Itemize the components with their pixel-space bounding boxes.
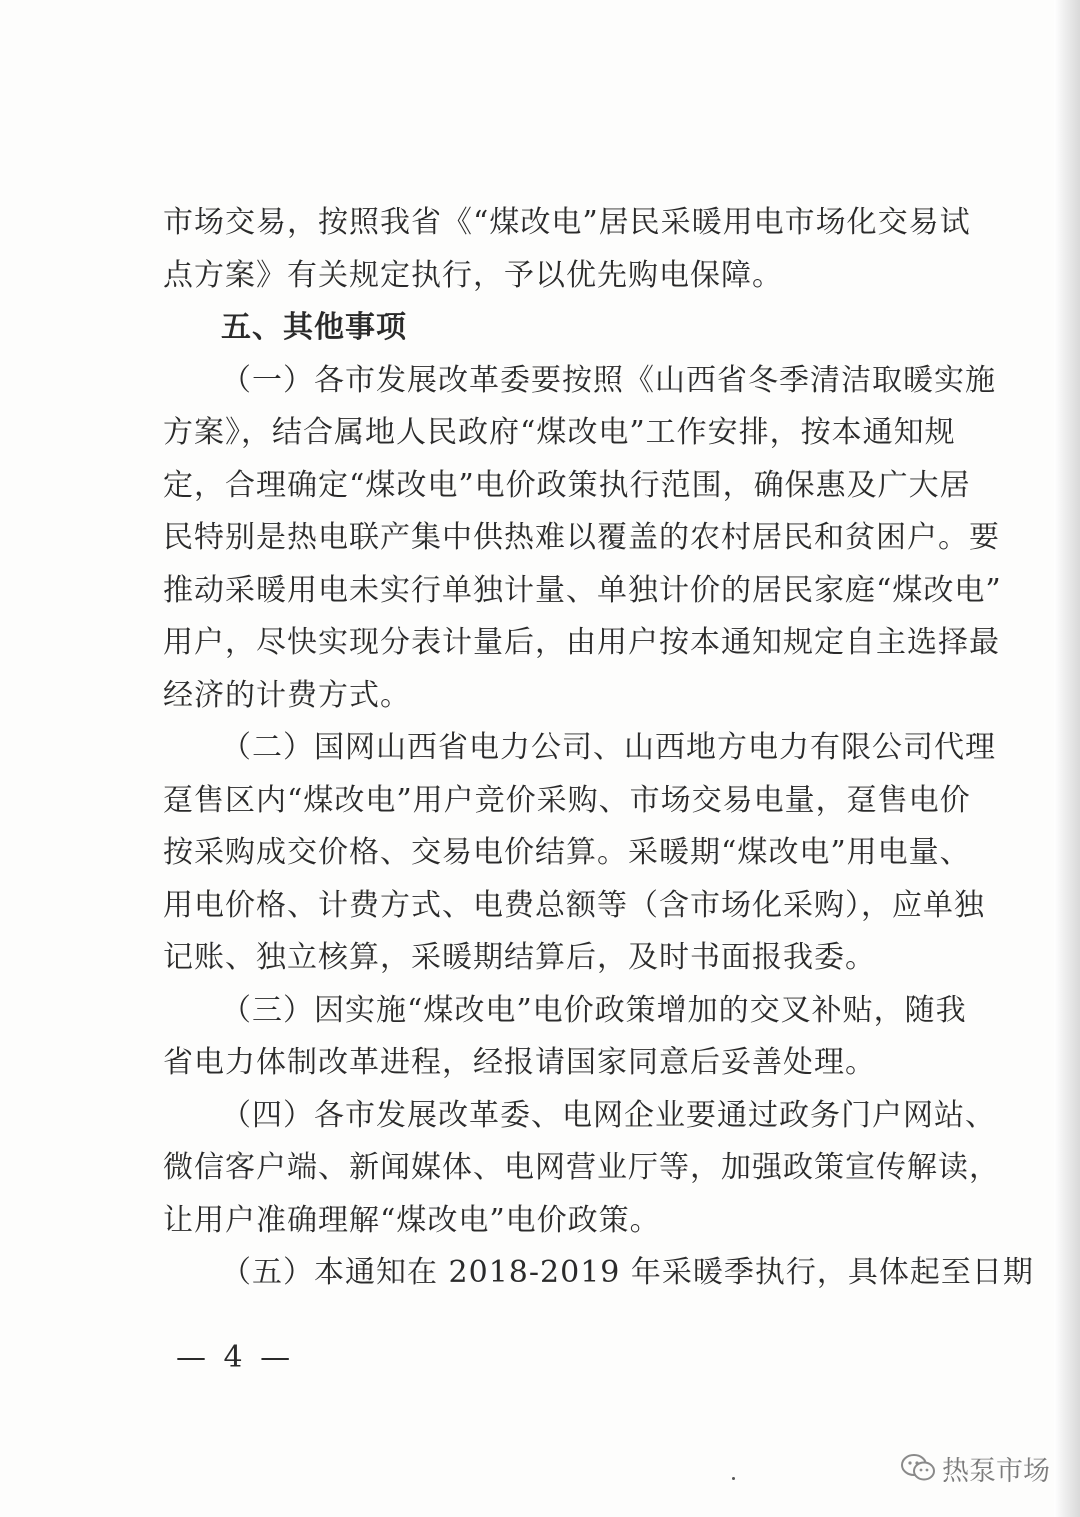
body-text-line: 记账、独立核算，采暖期结算后，及时书面报我委。: [163, 940, 876, 975]
body-text-line: 按采购成交价格、交易电价结算。采暖期“煤改电”用电量、: [163, 835, 971, 870]
watermark: [900, 1448, 1050, 1488]
body-text-line: 点方案》有关规定执行，予以优先购电保障。: [163, 257, 783, 293]
body-text-line: （三）因实施“煤改电”电价政策增加的交叉补贴，随我: [221, 992, 967, 1028]
body-text-line: （一）各市发展改革委要按照《山西省冬季清洁取暖实施: [221, 362, 996, 398]
body-text-line: 定，合理确定“煤改电”电价政策执行范围，确保惠及广大居: [163, 467, 971, 503]
body-text-line: （五）本通知在 2018-2019 年采暖季执行，具体起至日期: [221, 1255, 1034, 1290]
body-text-line: 让用户准确理解“煤改电”电价政策。: [163, 1202, 661, 1238]
body-text-line: （二）国网山西省电力公司、山西地方电力有限公司代理: [221, 730, 996, 765]
body-text-line: 市场交易，按照我省《“煤改电”居民采暖用电市场化交易试: [163, 205, 971, 240]
wechat-icon: [900, 1452, 936, 1484]
watermark-text: 热泵市场: [942, 1455, 1050, 1487]
body-text-line: 方案》，结合属地人民政府“煤改电”工作安排，按本通知规: [163, 415, 956, 450]
body-text-line: 推动采暖用电未实行单独计量、单独计价的居民家庭“煤改电”: [163, 572, 1002, 608]
body-text-line: 民特别是热电联产集中供热难以覆盖的农村居民和贫困户。要: [163, 520, 1000, 555]
body-text-line: 用户，尽快实现分表计量后，由用户按本通知规定自主选择最: [163, 625, 1000, 660]
section-heading: 五、其他事项: [221, 310, 407, 345]
body-text-line: （四）各市发展改革委、电网企业要通过政务门户网站、: [221, 1097, 996, 1133]
body-text-line: 省电力体制改革进程，经报请国家同意后妥善处理。: [163, 1045, 876, 1080]
body-text-line: 微信客户端、新闻媒体、电网营业厅等，加强政策宣传解读，: [163, 1150, 1000, 1185]
scan-speck: [732, 1477, 735, 1480]
body-text-line: 趸售区内“煤改电”用户竞价采购、市场交易电量，趸售电价: [163, 782, 971, 818]
scan-edge-shadow: [1054, 0, 1080, 1517]
body-text-line: 经济的计费方式。: [163, 677, 411, 713]
page-number: — 4 —: [176, 1340, 295, 1375]
body-text-line: 用电价格、计费方式、电费总额等（含市场化采购），应单独: [163, 887, 985, 923]
